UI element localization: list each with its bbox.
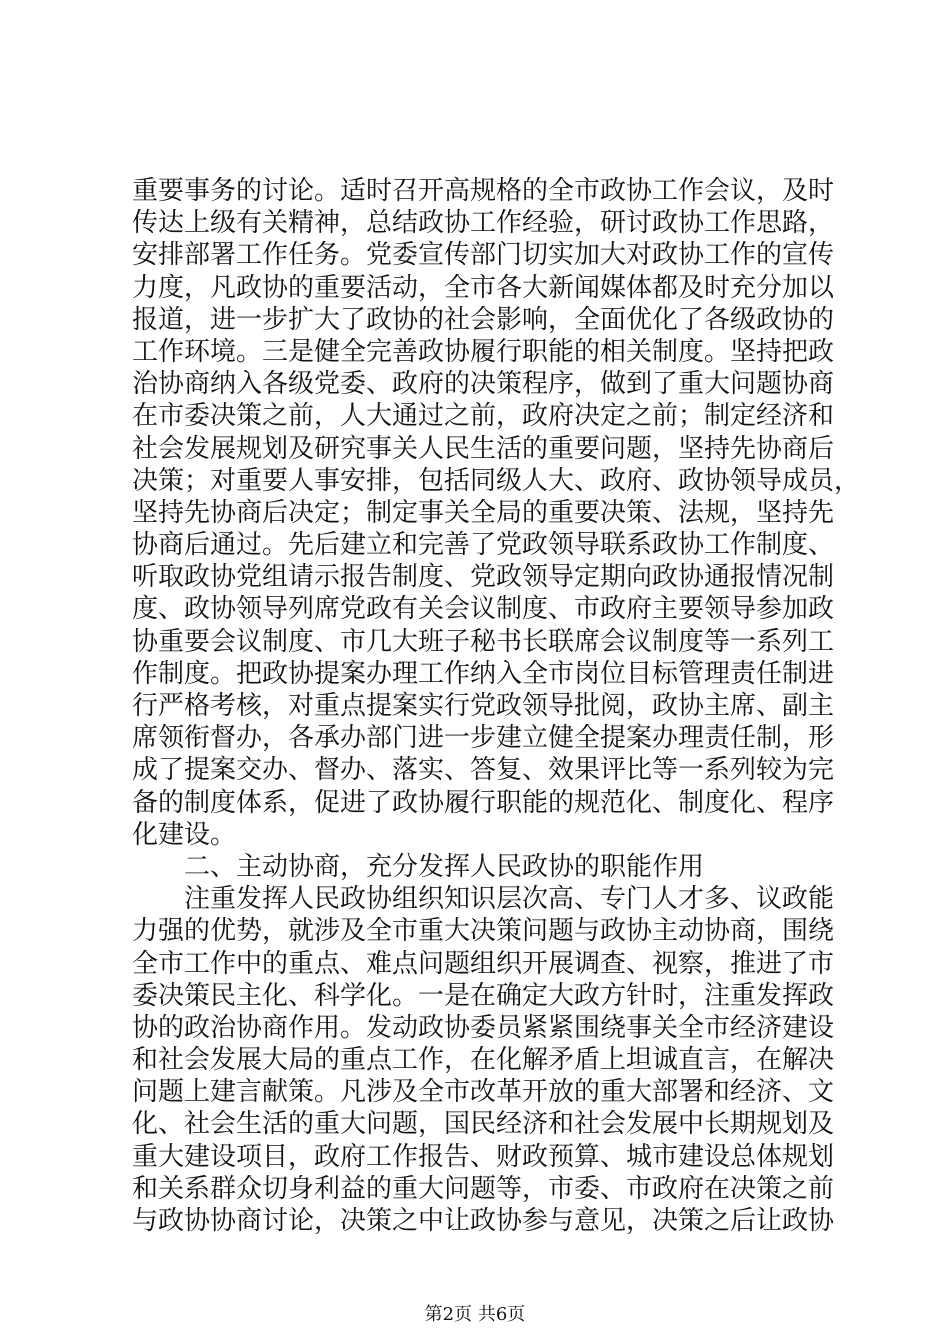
text-line: 度、政协领导列席党政有关会议制度、市政府主要领导参加政 [132, 594, 835, 625]
text-line: 和社会发展大局的重点工作，在化解矛盾上坦诚直言，在解决 [132, 1045, 835, 1076]
text-line: 决策；对重要人事安排，包括同级人大、政府、政协领导成员， [132, 465, 861, 496]
text-line: 问题上建言献策。凡涉及全市改革开放的重大部署和经济、文 [132, 1077, 835, 1108]
text-line: 协的政治协商作用。发动政协委员紧紧围绕事关全市经济建设 [132, 1012, 835, 1043]
text-line: 备的制度体系，促进了政协履行职能的规范化、制度化、程序 [132, 787, 835, 818]
section-heading: 二、主动协商，充分发挥人民政协的职能作用 [184, 851, 705, 882]
text-line: 行严格考核，对重点提案实行党政领导批阅，政协主席、副主 [132, 691, 835, 721]
text-line: 和关系群众切身利益的重大问题等，市委、市政府在决策之前 [132, 1173, 835, 1204]
text-line: 注重发挥人民政协组织知识层次高、专门人才多、议政能 [184, 884, 835, 915]
text-line: 作制度。把政协提案办理工作纳入全市岗位目标管理责任制进 [132, 658, 835, 689]
text-line: 力强的优势，就涉及全市重大决策问题与政协主动协商，围绕 [132, 916, 835, 947]
text-line: 传达上级有关精神，总结政协工作经验，研讨政协工作思路， [132, 208, 835, 239]
text-line: 重要事务的讨论。适时召开高规格的全市政协工作会议，及时 [132, 176, 835, 206]
paragraph-2 [132, 883, 835, 1237]
text-line: 工作环境。三是健全完善政协履行职能的相关制度。坚持把政 [132, 336, 835, 367]
page-footer: 第2页 共6页 [424, 1304, 526, 1325]
text-line: 化、社会生活的重大问题，国民经济和社会发展中长期规划及 [132, 1109, 835, 1140]
text-line: 与政协协商讨论，决策之中让政协参与意见，决策之后让政协 [132, 1206, 835, 1236]
text-line: 在市委决策之前，人大通过之前，政府决定之前；制定经济和 [132, 401, 835, 432]
text-line: 化建设。 [132, 819, 237, 850]
text-line: 报道，进一步扩大了政协的社会影响，全面优化了各级政协的 [132, 304, 835, 335]
text-line: 治协商纳入各级党委、政府的决策程序，做到了重大问题协商 [132, 369, 835, 400]
text-line: 协重要会议制度、市几大班子秘书长联席会议制度等一系列工 [132, 626, 835, 657]
text-line: 全市工作中的重点、难点问题组织开展调查、视察，推进了市 [132, 948, 835, 979]
text-line: 协商后通过。先后建立和完善了党政领导联系政协工作制度、 [132, 530, 835, 561]
text-line: 安排部署工作任务。党委宣传部门切实加大对政协工作的宣传 [132, 240, 835, 271]
text-line: 成了提案交办、督办、落实、答复、效果评比等一系列较为完 [132, 755, 835, 786]
text-line: 委决策民主化、科学化。一是在确定大政方针时，注重发挥政 [132, 980, 835, 1011]
text-line: 听取政协党组请示报告制度、党政领导定期向政协通报情况制 [132, 562, 835, 593]
text-line: 社会发展规划及研究事关人民生活的重要问题，坚持先协商后 [132, 433, 835, 464]
text-line: 重大建设项目，政府工作报告、财政预算、城市建设总体规划 [132, 1141, 835, 1172]
text-line: 力度，凡政协的重要活动，全市各大新闻媒体都及时充分加以 [132, 272, 835, 303]
document-body [132, 175, 861, 1237]
paragraph-1 [132, 175, 861, 851]
text-line: 席领衔督办，各承办部门进一步建立健全提案办理责任制，形 [132, 723, 835, 754]
text-line: 坚持先协商后决定；制定事关全局的重要决策、法规，坚持先 [132, 497, 835, 528]
